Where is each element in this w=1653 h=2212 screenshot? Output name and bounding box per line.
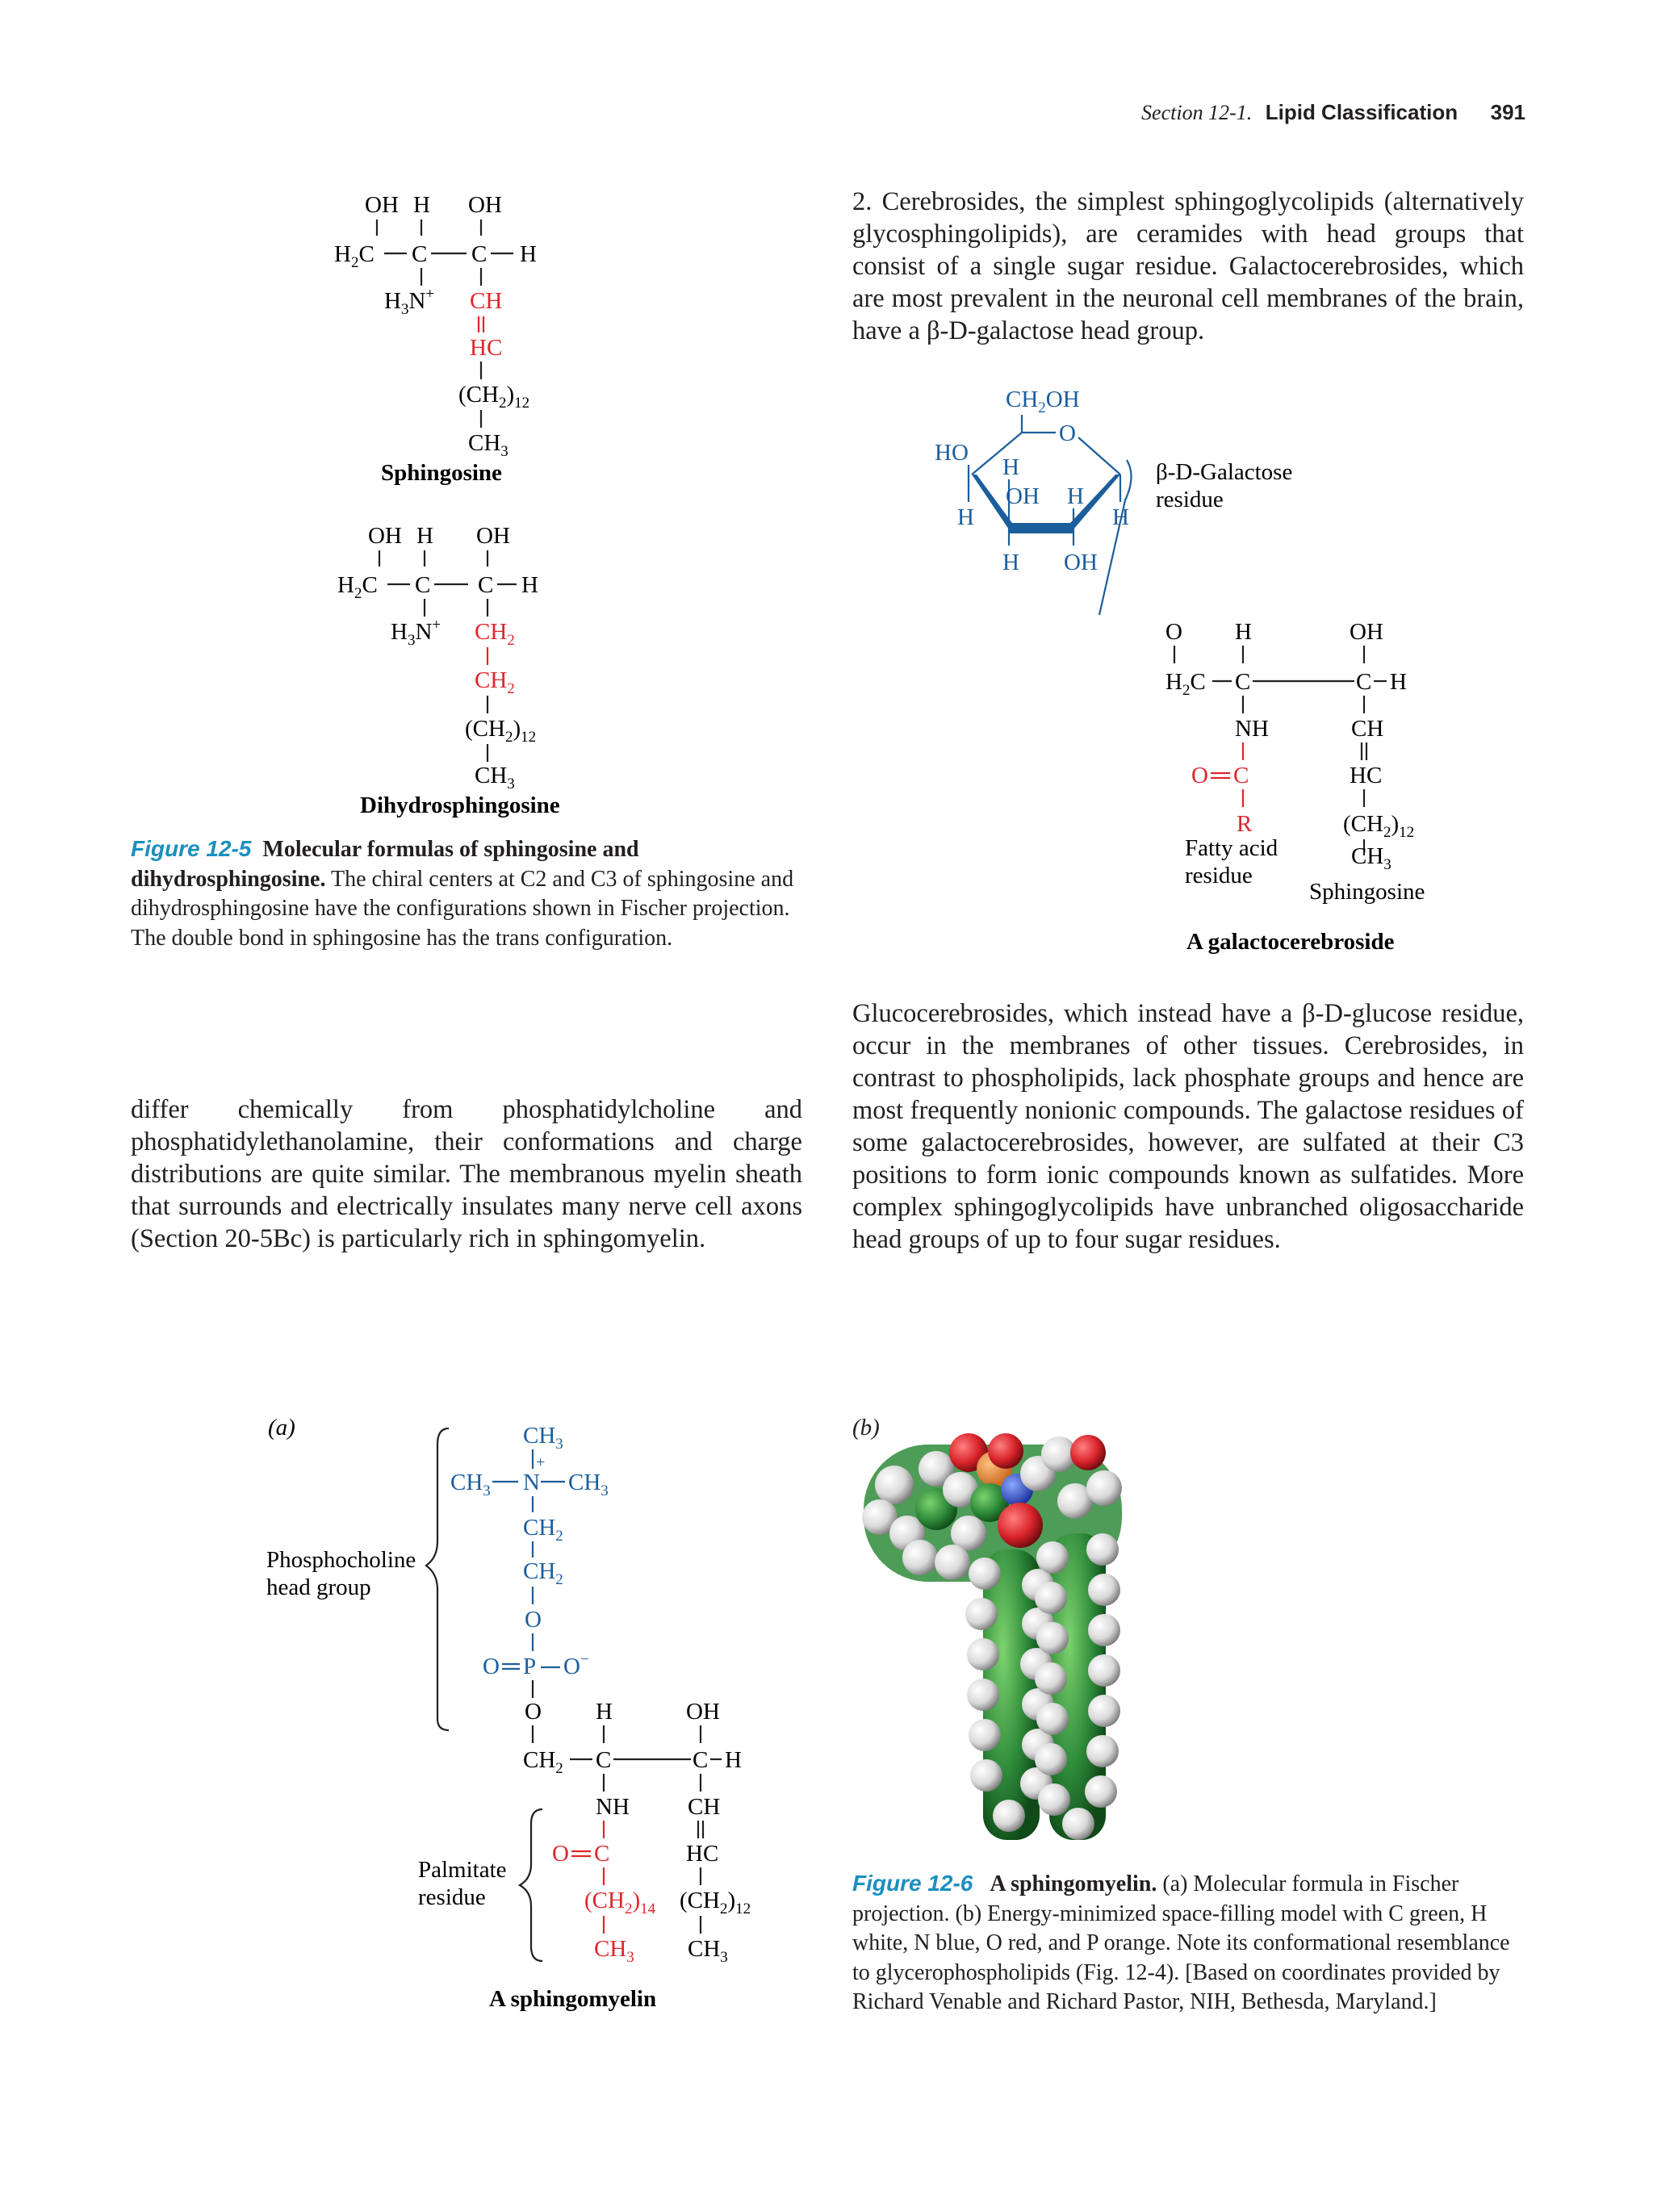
svg-text:CH: CH [1351, 716, 1384, 742]
svg-text:OH: OH [368, 523, 402, 549]
svg-text:HC: HC [686, 1841, 719, 1867]
galactose-label-2: residue [1156, 487, 1224, 512]
svg-text:C: C [415, 572, 431, 598]
running-head-title: Lipid Classification [1265, 100, 1458, 124]
sphingomyelin-caption: A sphingomyelin [489, 1986, 657, 2012]
svg-text:H: H [1390, 669, 1407, 695]
svg-text:CH3: $CH_3$ [688, 1936, 728, 1966]
fatty-acid-label-2: residue [1185, 863, 1253, 889]
svg-text:C: C [596, 1747, 612, 1773]
svg-text:C: C [594, 1841, 610, 1867]
palmitate-label-2: residue [418, 1884, 486, 1910]
sphingomyelin-paragraph [131, 1093, 802, 1255]
svg-text:CH2OH: $CH_2OH$ [1006, 387, 1080, 416]
svg-text:HO: HO [935, 440, 969, 466]
svg-text:NH: NH [596, 1794, 630, 1820]
palmitate-label-1: Palmitate [418, 1857, 507, 1883]
svg-text:O: O [552, 1841, 569, 1867]
svg-text:CH2: $CH_2$ [475, 619, 515, 649]
svg-text:H: H [1235, 619, 1252, 645]
figure-12-6-title: A sphingomyelin. [990, 1871, 1157, 1896]
sphingosine-label-galacto: Sphingosine [1309, 879, 1425, 905]
svg-text:C: C [471, 241, 488, 267]
svg-text:H: H [413, 192, 430, 218]
svg-text:H: H [521, 572, 538, 598]
svg-text:OH: OH [686, 1699, 720, 1725]
galactocerebroside-caption: A galactocerebroside [1186, 929, 1395, 955]
svg-text:CH: CH [470, 288, 503, 314]
figure-12-6-body: (a) Molecular formula in Fischer projection. (b) Energy-minimized space-filling model with C green, H white, N blue, O red, and P orange. Note its conformational resemblance to glycerophospholipids (Fig. 12-4). [Based on coordinates provided by Richard Venable and Richard Pastor, NIH, Bethesda, Maryland.] [852, 1871, 1510, 2014]
panel-b-label: (b) [852, 1415, 880, 1441]
svg-text:(CH2)12: $(CH_2)_{12}$ [680, 1888, 751, 1917]
svg-text:CH: CH [688, 1794, 721, 1820]
dihydrosphingosine-structure [323, 516, 613, 823]
figure-12-5-number: Figure 12-5 [131, 836, 252, 861]
svg-text:+: + [536, 1453, 546, 1471]
svg-text:O: O [1191, 763, 1208, 788]
svg-text:R: R [1237, 811, 1253, 837]
running-head-section: Section 12-1. [1141, 101, 1253, 124]
svg-text:CH3: $CH_3$ [475, 763, 515, 792]
svg-text:H: H [1067, 483, 1084, 509]
svg-text:P: P [523, 1654, 537, 1679]
panel-a-label: (a) [268, 1415, 295, 1441]
fatty-acid-label-1: Fatty acid [1185, 835, 1278, 861]
svg-text:H: H [520, 241, 537, 267]
svg-text:CH2: $CH_2$ [523, 1558, 563, 1588]
svg-text:H: H [1002, 550, 1019, 575]
sphingosine-label: Sphingosine [381, 460, 502, 486]
svg-text:O: O [483, 1654, 500, 1679]
phosphocholine-label-2: head group [266, 1574, 371, 1600]
galactocerebroside-structure [928, 379, 1525, 960]
figure-12-5-caption [131, 834, 809, 953]
svg-text:CH2: $CH_2$ [523, 1747, 563, 1777]
figure-12-6-number: Figure 12-6 [852, 1871, 973, 1896]
svg-text:H2C: $H_2C$ [1165, 669, 1206, 699]
svg-text:(CH2)12: $(CH_2)_{12}$ [1343, 811, 1415, 841]
phosphocholine-label-1: Phosphocholine [266, 1547, 416, 1573]
svg-text:C: C [1356, 669, 1372, 695]
svg-text:H3N+: $H_3N^+$ [391, 617, 441, 649]
svg-text:HC: HC [1350, 763, 1383, 788]
svg-text:O: O [525, 1699, 542, 1725]
svg-text:N: N [523, 1470, 540, 1495]
svg-text:(CH2)14: $(CH_2)_{14}$ [584, 1888, 656, 1917]
svg-text:O: O [525, 1607, 542, 1633]
galactose-label-1: β-D-Galactose [1156, 459, 1293, 485]
figure-12-5-title: Molecular formulas of sphingosine and dihydrosphingosine. [131, 837, 639, 892]
space-filling-model [847, 1412, 1186, 1856]
svg-text:NH: NH [1235, 716, 1269, 742]
svg-text:H2C: $H_2C$ [334, 241, 375, 271]
svg-text:O: O [1165, 619, 1182, 645]
svg-text:H3N+: $H_3N^+$ [384, 286, 435, 318]
svg-text:H: H [957, 504, 974, 530]
sphingomyelin-structure [258, 1412, 807, 2026]
svg-text:C: C [1233, 763, 1249, 788]
svg-text:OH: OH [468, 192, 502, 218]
running-head [1098, 100, 1525, 125]
svg-text:H: H [1112, 504, 1129, 530]
svg-text:OH: OH [1064, 550, 1098, 575]
svg-text:CH3: $CH_3$ [594, 1936, 634, 1966]
sphingosine-structure [323, 186, 597, 492]
svg-text:C: C [1235, 669, 1251, 695]
dihydrosphingosine-label: Dihydrosphingosine [360, 792, 560, 818]
glucocerebrosides-paragraph [852, 997, 1524, 1256]
svg-text:CH3: $CH_3$ [1351, 843, 1391, 873]
svg-text:HC: HC [470, 335, 503, 361]
svg-text:C: C [478, 572, 494, 598]
svg-text:(CH2)12: $(CH_2)_{12}$ [458, 382, 530, 412]
cerebrosides-paragraph [852, 186, 1524, 347]
svg-text:O: O [1059, 420, 1076, 446]
svg-text:OH: OH [1006, 483, 1040, 509]
svg-text:CH3: $CH_3$ [523, 1423, 563, 1453]
svg-text:CH3: $CH_3$ [568, 1470, 609, 1499]
glucocerebrosides-text: Glucocerebrosides, which instead have a β-D-glucose residue, occur in the membranes of other tissues. Cerebrosides, in contrast to phospholipids, lack phosphate groups and hence are most frequently nonionic compounds. The galactose residues of some galactocerebrosides, however, are sulfated at their C3 positions to form ionic compounds known as sulfatides. More complex sphingoglycolipids have unbranched oligosaccharide head groups of up to four sugar residues. [852, 999, 1524, 1254]
svg-text:O−: O− [563, 1651, 589, 1679]
model-tails [965, 1533, 1120, 1840]
svg-text:H: H [416, 523, 433, 549]
svg-text:CH2: $CH_2$ [523, 1515, 563, 1545]
figure-12-5-body: The chiral centers at C2 and C3 of sphingosine and dihydrosphingosine have the configurations shown in Fischer projection. The double bond in sphingosine has the trans configuration. [131, 866, 794, 951]
svg-text:CH2: $CH_2$ [475, 667, 515, 697]
svg-text:C: C [412, 241, 428, 267]
cerebrosides-text: 2. Cerebrosides, the simplest sphingoglycolipids (alternatively glycosphingolipids), are ceramides with head groups that consist of a single sugar residue. Galactocerebrosides, which are most prevalent in the neuronal cell membranes of the brain, have a β-D-galactose head group. [852, 187, 1524, 345]
svg-text:OH: OH [1350, 619, 1383, 645]
svg-text:H: H [725, 1747, 742, 1773]
svg-text:C: C [693, 1747, 709, 1773]
svg-text:CH3: $CH_3$ [468, 430, 508, 460]
svg-text:OH: OH [365, 192, 399, 218]
svg-text:OH: OH [476, 523, 510, 549]
figure-12-6-caption [852, 1869, 1524, 2018]
svg-text:(CH2)12: $(CH_2)_{12}$ [465, 716, 537, 746]
svg-text:CH3: $CH_3$ [450, 1470, 491, 1499]
page-number: 391 [1490, 100, 1525, 124]
svg-text:H: H [596, 1699, 613, 1725]
sphingomyelin-text: differ chemically from phosphatidylcholine and phosphatidylethanolamine, their conformations and charge distributions are quite similar. The membranous myelin sheath that surrounds and electrically insulates many nerve cell axons (Section 20-5Bc) is particularly rich in sphingomyelin. [131, 1095, 802, 1253]
svg-text:H: H [1002, 454, 1019, 480]
svg-text:H2C: $H_2C$ [337, 572, 378, 602]
